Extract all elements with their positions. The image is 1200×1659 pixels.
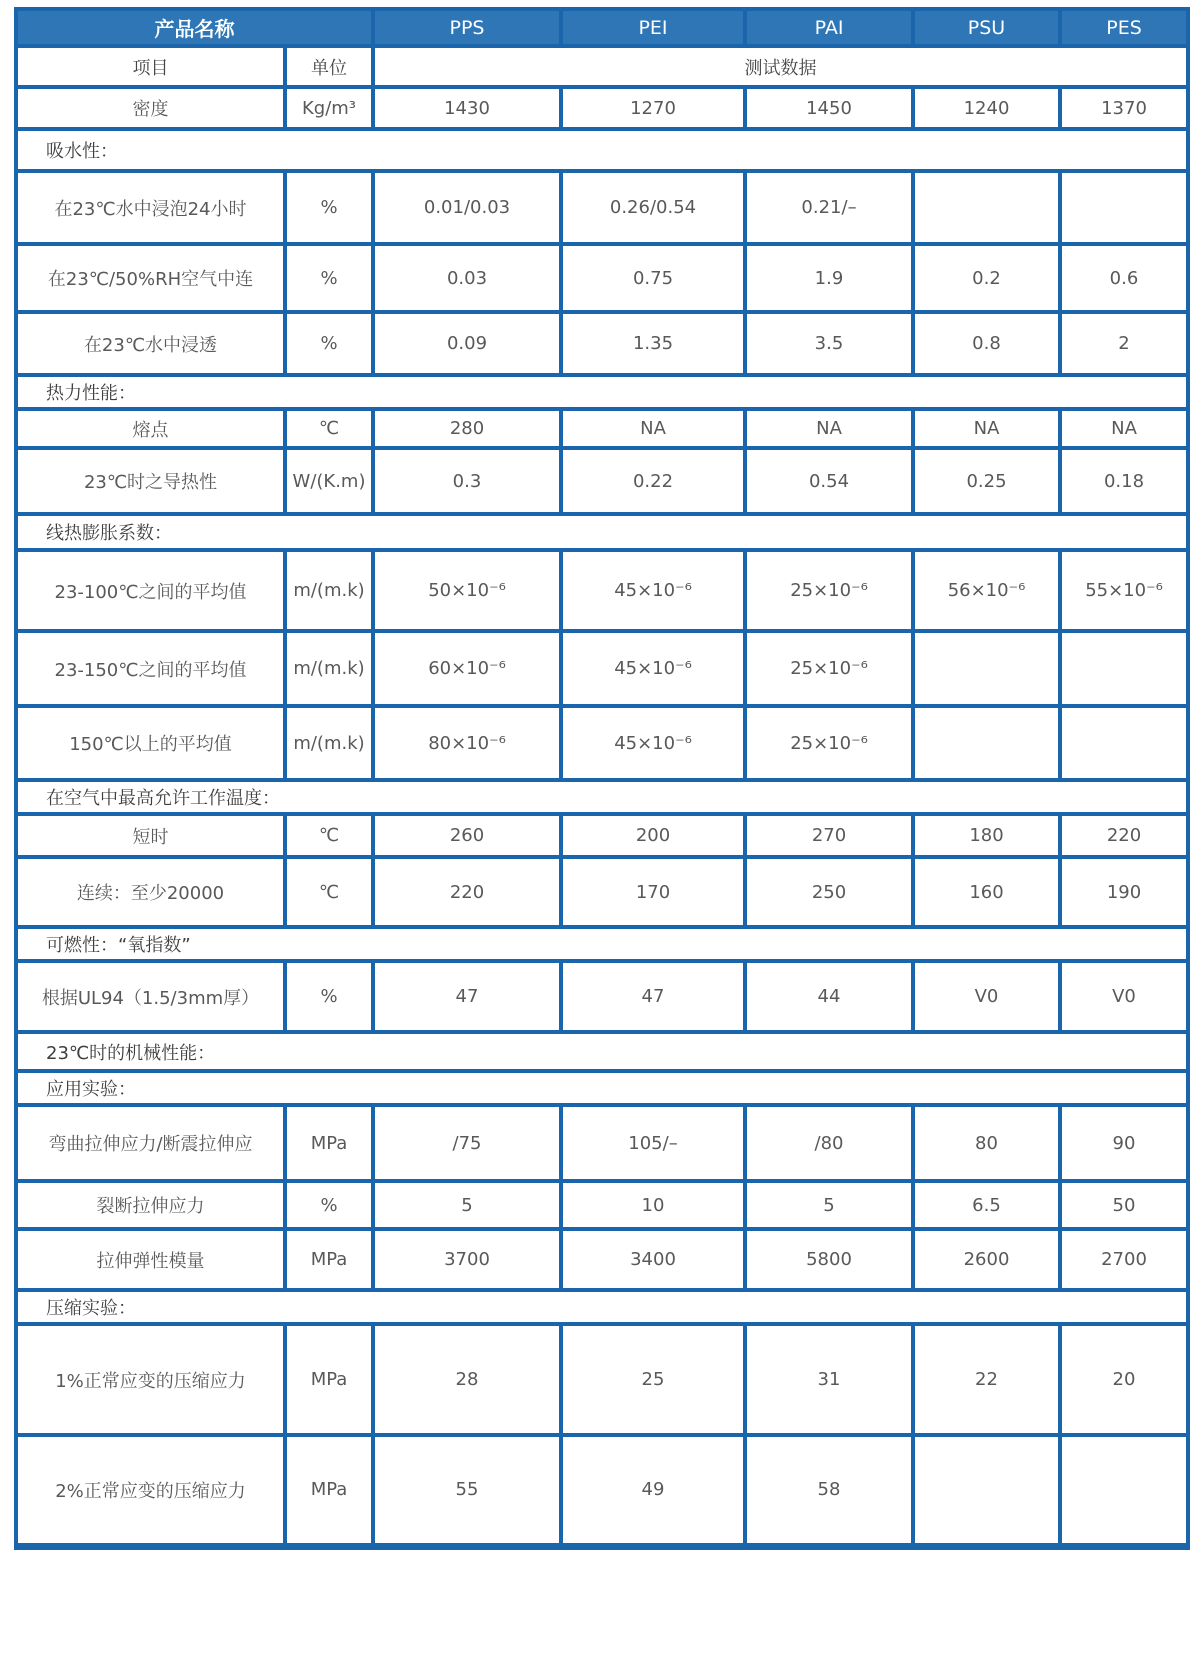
cell-value: 58: [745, 1435, 913, 1546]
cell-value: [913, 1435, 1060, 1546]
cell-value: 5: [745, 1181, 913, 1229]
header-col-pes: PES: [1060, 9, 1188, 46]
header-col-psu: PSU: [913, 9, 1060, 46]
header-col-pei: PEI: [561, 9, 745, 46]
cell-value: 50: [1060, 1181, 1188, 1229]
cell-value: 260: [373, 814, 561, 857]
row-label: 23-150℃之间的平均值: [16, 631, 285, 706]
cell-value: 90: [1060, 1105, 1188, 1181]
table-row-density: [16, 87, 1188, 129]
section-row-thermal: [16, 375, 1188, 409]
row-label: 裂断拉伸应力: [16, 1181, 285, 1229]
row-unit: ℃: [285, 814, 373, 857]
cell-value: 280: [373, 409, 561, 448]
section-row-thermal-expansion: [16, 514, 1188, 550]
table-row: [16, 244, 1188, 312]
table-row: [16, 171, 1188, 244]
cell-value: 105/–: [561, 1105, 745, 1181]
row-unit: %: [285, 312, 373, 375]
cell-value: 0.25: [913, 448, 1060, 514]
cell-value: [913, 631, 1060, 706]
cell-value: 3.5: [745, 312, 913, 375]
cell-value: 200: [561, 814, 745, 857]
row-label: 23-100℃之间的平均值: [16, 550, 285, 631]
cell-value: NA: [745, 409, 913, 448]
subheader-row: [16, 46, 1188, 87]
table-row: [16, 1435, 1188, 1546]
cell-value: 180: [913, 814, 1060, 857]
cell-value: 45×10⁻⁶: [561, 631, 745, 706]
table-row: [16, 706, 1188, 780]
cell-value: 1.35: [561, 312, 745, 375]
cell-value: 250: [745, 857, 913, 927]
section-label: 可燃性：“氧指数”: [16, 927, 1188, 961]
section-label: 压缩实验：: [16, 1290, 1188, 1324]
section-label: 应用实验：: [16, 1071, 1188, 1105]
cell-value: 0.2: [913, 244, 1060, 312]
section-label: 吸水性：: [16, 129, 1188, 171]
row-label: 在23℃/50%RH空气中连: [16, 244, 285, 312]
row-unit: Kg/m³: [285, 87, 373, 129]
cell-value: [1060, 171, 1188, 244]
section-row-compression-test: [16, 1290, 1188, 1324]
cell-value: 55×10⁻⁶: [1060, 550, 1188, 631]
cell-value: 49: [561, 1435, 745, 1546]
cell-value: 80×10⁻⁶: [373, 706, 561, 780]
row-unit: %: [285, 1181, 373, 1229]
row-unit: ℃: [285, 409, 373, 448]
table-row: [16, 1324, 1188, 1435]
row-label: 在23℃水中浸透: [16, 312, 285, 375]
row-unit: ℃: [285, 857, 373, 927]
cell-value: 0.54: [745, 448, 913, 514]
cell-value: 0.3: [373, 448, 561, 514]
cell-value: 0.21/–: [745, 171, 913, 244]
section-label: 热力性能：: [16, 375, 1188, 409]
cell-value: 2: [1060, 312, 1188, 375]
cell-value: NA: [1060, 409, 1188, 448]
table-row: [16, 550, 1188, 631]
cell-value: NA: [913, 409, 1060, 448]
cell-value: 5: [373, 1181, 561, 1229]
cell-value: 31: [745, 1324, 913, 1435]
cell-value: 170: [561, 857, 745, 927]
row-unit: MPa: [285, 1229, 373, 1290]
subheader-item: 项目: [16, 46, 285, 87]
cell-value: 56×10⁻⁶: [913, 550, 1060, 631]
cell-value: V0: [913, 961, 1060, 1032]
cell-value: 5800: [745, 1229, 913, 1290]
table-row: [16, 814, 1188, 857]
row-label: 在23℃水中浸泡24小时: [16, 171, 285, 244]
cell-value: [913, 706, 1060, 780]
row-label: 短时: [16, 814, 285, 857]
cell-value: V0: [1060, 961, 1188, 1032]
cell-value: 1430: [373, 87, 561, 129]
cell-value: 0.8: [913, 312, 1060, 375]
cell-value: /75: [373, 1105, 561, 1181]
header-col-pps: PPS: [373, 9, 561, 46]
table-row: [16, 312, 1188, 375]
table-row: [16, 409, 1188, 448]
table-row: [16, 961, 1188, 1032]
cell-value: 1370: [1060, 87, 1188, 129]
cell-value: [913, 171, 1060, 244]
cell-value: [1060, 631, 1188, 706]
section-row-application-test: [16, 1071, 1188, 1105]
cell-value: 220: [373, 857, 561, 927]
cell-value: 2700: [1060, 1229, 1188, 1290]
cell-value: 270: [745, 814, 913, 857]
header-product-name: 产品名称: [16, 9, 373, 46]
cell-value: 25: [561, 1324, 745, 1435]
cell-value: 2600: [913, 1229, 1060, 1290]
cell-value: 160: [913, 857, 1060, 927]
row-unit: MPa: [285, 1105, 373, 1181]
table-row: [16, 1181, 1188, 1229]
cell-value: 20: [1060, 1324, 1188, 1435]
cell-value: 190: [1060, 857, 1188, 927]
table-row: [16, 448, 1188, 514]
row-unit: %: [285, 244, 373, 312]
cell-value: 22: [913, 1324, 1060, 1435]
cell-value: 50×10⁻⁶: [373, 550, 561, 631]
row-unit: m/(m.k): [285, 631, 373, 706]
cell-value: 1.9: [745, 244, 913, 312]
row-unit: MPa: [285, 1435, 373, 1546]
section-label: 线热膨胀系数：: [16, 514, 1188, 550]
row-label: 熔点: [16, 409, 285, 448]
cell-value: 47: [373, 961, 561, 1032]
row-unit: m/(m.k): [285, 706, 373, 780]
row-label: 2%正常应变的压缩应力: [16, 1435, 285, 1546]
header-row: [16, 9, 1188, 46]
table-row: [16, 631, 1188, 706]
cell-value: 1450: [745, 87, 913, 129]
product-properties-table: [14, 7, 1190, 1550]
section-row-max-temp: [16, 780, 1188, 814]
row-unit: %: [285, 171, 373, 244]
row-label: 弯曲拉伸应力/断震拉伸应: [16, 1105, 285, 1181]
cell-value: 0.26/0.54: [561, 171, 745, 244]
row-label: 150℃以上的平均值: [16, 706, 285, 780]
row-label: 密度: [16, 87, 285, 129]
cell-value: 28: [373, 1324, 561, 1435]
subheader-unit: 单位: [285, 46, 373, 87]
cell-value: 60×10⁻⁶: [373, 631, 561, 706]
header-col-pai: PAI: [745, 9, 913, 46]
cell-value: 0.6: [1060, 244, 1188, 312]
row-unit: m/(m.k): [285, 550, 373, 631]
cell-value: 1270: [561, 87, 745, 129]
cell-value: 45×10⁻⁶: [561, 706, 745, 780]
cell-value: 3400: [561, 1229, 745, 1290]
row-unit: %: [285, 961, 373, 1032]
row-unit: MPa: [285, 1324, 373, 1435]
cell-value: 45×10⁻⁶: [561, 550, 745, 631]
table-row: [16, 1105, 1188, 1181]
cell-value: 1240: [913, 87, 1060, 129]
table-row: [16, 1229, 1188, 1290]
cell-value: 55: [373, 1435, 561, 1546]
cell-value: 47: [561, 961, 745, 1032]
section-row-water-absorption: [16, 129, 1188, 171]
cell-value: /80: [745, 1105, 913, 1181]
subheader-test-data: 测试数据: [373, 46, 1188, 87]
cell-value: 0.09: [373, 312, 561, 375]
cell-value: 0.18: [1060, 448, 1188, 514]
cell-value: 220: [1060, 814, 1188, 857]
section-label: 在空气中最高允许工作温度：: [16, 780, 1188, 814]
cell-value: 80: [913, 1105, 1060, 1181]
row-label: 拉伸弹性模量: [16, 1229, 285, 1290]
cell-value: 3700: [373, 1229, 561, 1290]
cell-value: [1060, 1435, 1188, 1546]
section-row-flammability: [16, 927, 1188, 961]
cell-value: 25×10⁻⁶: [745, 550, 913, 631]
cell-value: 0.03: [373, 244, 561, 312]
table-row: [16, 857, 1188, 927]
row-label: 根据UL94（1.5/3mm厚）: [16, 961, 285, 1032]
cell-value: 6.5: [913, 1181, 1060, 1229]
cell-value: [1060, 706, 1188, 780]
cell-value: 0.22: [561, 448, 745, 514]
cell-value: 0.01/0.03: [373, 171, 561, 244]
cell-value: 44: [745, 961, 913, 1032]
row-label: 23℃时之导热性: [16, 448, 285, 514]
cell-value: 25×10⁻⁶: [745, 631, 913, 706]
section-label: 23℃时的机械性能：: [16, 1032, 1188, 1071]
cell-value: 0.75: [561, 244, 745, 312]
cell-value: NA: [561, 409, 745, 448]
section-row-mechanical: [16, 1032, 1188, 1071]
cell-value: 10: [561, 1181, 745, 1229]
row-label: 连续：至少20000: [16, 857, 285, 927]
row-unit: W/(K.m): [285, 448, 373, 514]
row-label: 1%正常应变的压缩应力: [16, 1324, 285, 1435]
cell-value: 25×10⁻⁶: [745, 706, 913, 780]
